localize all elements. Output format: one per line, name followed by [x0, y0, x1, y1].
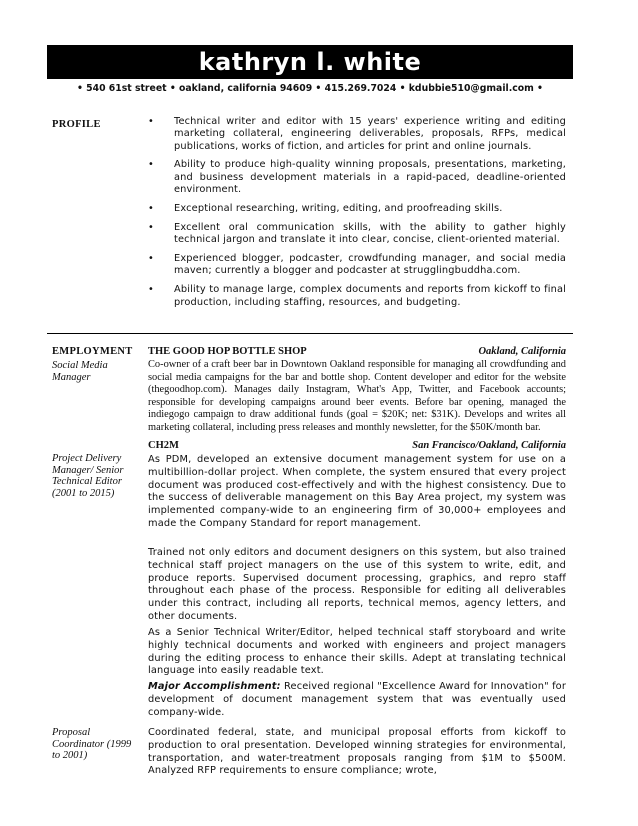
- profile-item: • Ability to manage large, complex documents and reports from kickoff to final production, including staffing, resources, and budgeting.: [148, 284, 566, 308]
- profile-item: • Ability to produce high-quality winning proposals, presentations, marketing, and business development materials in a rapid-paced, deadline-oriented environment.: [148, 159, 566, 196]
- job-header-ch2m: [148, 440, 566, 451]
- company-location: Oakland, California: [478, 346, 566, 357]
- job-paragraph: As a Senior Technical Writer/Editor, helped technical staff storyboard and write highly technical documents and worked with engineers and project managers during the editing process to enhance their skills. Adept at translating technical language into easily readable text.: [148, 627, 566, 677]
- accomplishment-label: Major Accomplishment:: [148, 681, 281, 692]
- job-role-pdm: Project Delivery Manager/ Senior Technical Editor (2001 to 2015): [52, 453, 124, 499]
- bullet-icon: •: [148, 202, 154, 214]
- profile-heading: PROFILE: [52, 119, 101, 130]
- job-paragraph: As PDM, developed an extensive document management system for use on a multibillion-dollar project. When complete, the system ensured that every project document was produced cost-effectively and with the highest consistency. Due to the success of deliverable management on this Bay Area project, my system was implemented company-wide to an engineering firm of 30,000+ employees and made the Company Standard for report management.: [148, 454, 566, 529]
- job-paragraph: Coordinated federal, state, and municipal proposal efforts from kickoff to production to oral presentation. Developed winning strategies for environmental, transportation, and water-treatment proposals ranging from $1M to $500M. Analyzed RFP requirements to ensure compliance; wrote,: [148, 727, 566, 777]
- job-role-proposal: Proposal Coordinator (1999 to 2001): [52, 727, 132, 761]
- profile-item: • Exceptional researching, writing, editing, and proofreading skills.: [148, 202, 503, 214]
- section-divider: [47, 333, 573, 334]
- bullet-icon: •: [148, 284, 154, 296]
- job-description: Co-owner of a craft beer bar in Downtown Oakland responsible for managing all crowdfunding and social media campaigns for the bar and bottle shop. Content developer and editor for the website (thegoodhop.com). Manages daily Instagram, What's App, Twitter, and Facebook accounts; responsible for developing campaigns around beer events. Before bar opening, managed the indiegogo campaign to draw additional funds (goal = $20K; net: $31K). Develops and writes all marketing collateral, including press releases and monthly newsletter, for the $50K/month bar.: [148, 359, 566, 433]
- company-name: CH2M: [148, 440, 179, 451]
- profile-item: • Technical writer and editor with 15 years' experience writing and editing marketing collateral, engineering deliverables, proposals, RFPs, medical publications, works of fiction, and articles for print and online journals.: [148, 116, 566, 152]
- profile-item: • Excellent oral communication skills, with the ability to gather highly technical jargon and translate it into clear, concise, client-oriented material.: [148, 221, 566, 246]
- bullet-icon: •: [148, 221, 154, 233]
- profile-item: • Experienced blogger, podcaster, crowdfunding manager, and social media maven; currently a blogger and podcaster at strugglingbuddha.com.: [148, 253, 566, 277]
- company-name: THE GOOD HOP BOTTLE SHOP: [148, 346, 307, 357]
- bullet-icon: •: [148, 253, 154, 265]
- company-location: San Francisco/Oakland, California: [412, 440, 566, 451]
- job-role-social-media: Social Media Manager: [52, 360, 108, 383]
- bullet-icon: •: [148, 159, 154, 171]
- resume-name: kathryn l. white: [47, 45, 573, 79]
- employment-heading: EMPLOYMENT: [52, 346, 133, 357]
- contact-line: • 540 61st street • oakland, california 94609 • 415.269.7024 • kdubbie510@gmail.com •: [76, 83, 543, 94]
- job-accomplishment: [148, 681, 566, 719]
- job-header-goodhop: [148, 346, 566, 357]
- profile-list: [148, 116, 566, 315]
- bullet-icon: •: [148, 116, 154, 127]
- accomplishment-text: Received regional "Excellence Award for Innovation" for development of document management system that was eventually used company-wide.: [148, 681, 567, 718]
- job-paragraph: Trained not only editors and document designers on this system, but also trained technical staff project managers on the use of this system to write, edit, and produce reports. Supervised document processing, graphics, and repro staff throughout each phase of the process. Responsible for editing all deliverables under this contract, including all reports, technical memos, agency letters, and other documents.: [148, 547, 566, 622]
